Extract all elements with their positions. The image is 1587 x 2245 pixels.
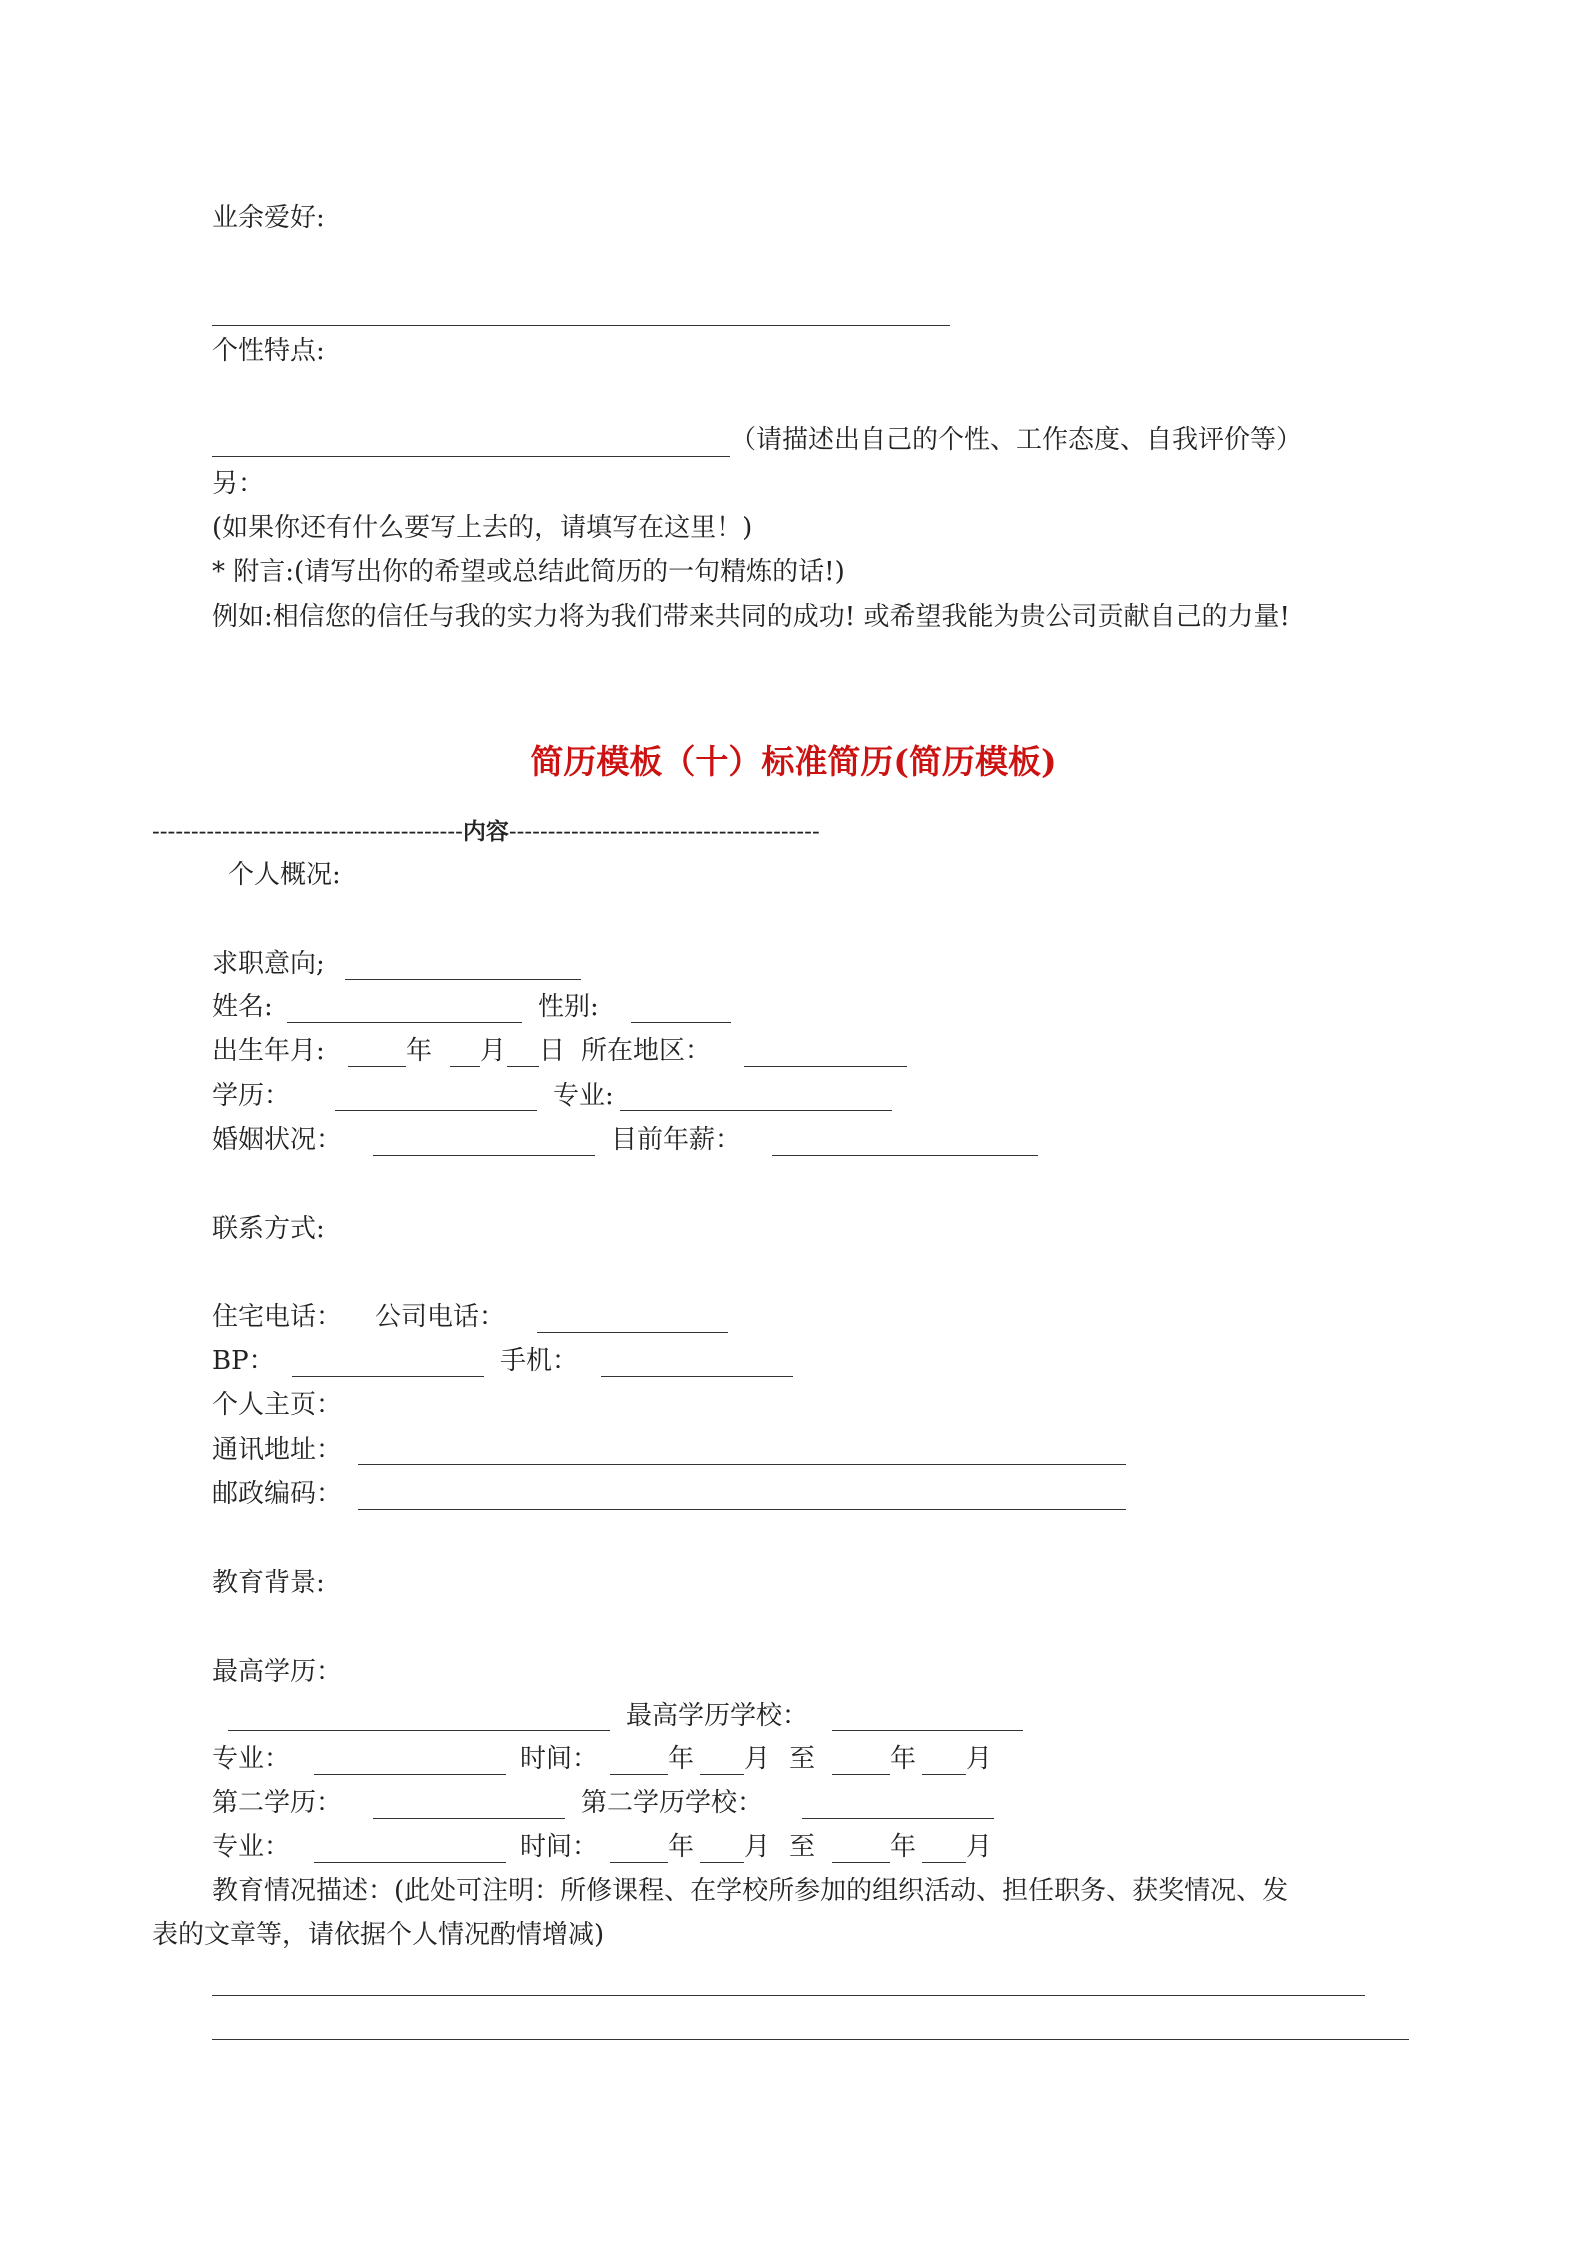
birth-day-unit: 日 [539, 1036, 566, 1066]
highest-school-label: 最高学历学校： [626, 1701, 809, 1731]
postcode-label: 邮政编码： [212, 1479, 343, 1509]
edu1-start-month-unit: 月 [744, 1744, 771, 1774]
edu1-major-label: 专业： [212, 1744, 291, 1774]
name-label: 姓名: [212, 992, 273, 1022]
birth-month-field[interactable] [450, 1066, 480, 1067]
other-hint: (如果你还有什么要写上去的，请填写在这里！) [212, 513, 753, 543]
hobbies-field[interactable] [212, 325, 950, 326]
birth-year-field[interactable] [348, 1066, 406, 1067]
name-field[interactable] [287, 1022, 522, 1023]
edu-desc-field-2[interactable] [212, 2039, 1409, 2040]
education-field[interactable] [335, 1110, 537, 1111]
second-school-field[interactable] [802, 1818, 994, 1819]
edu2-start-month-field[interactable] [700, 1862, 744, 1863]
personality-label: 个性特点: [212, 336, 325, 366]
edu1-end-month-unit: 月 [966, 1744, 993, 1774]
salary-field[interactable] [772, 1155, 1038, 1156]
edu2-to-label: 至 [789, 1832, 816, 1862]
birth-label: 出生年月: [212, 1036, 325, 1066]
birth-year-unit: 年 [406, 1036, 433, 1066]
major-label: 专业: [553, 1081, 614, 1111]
homepage-label: 个人主页： [212, 1390, 343, 1420]
highest-edu-field[interactable] [228, 1730, 610, 1731]
content-divider [152, 818, 820, 846]
office-phone-label: 公司电话： [375, 1302, 506, 1332]
edu1-start-year-field[interactable] [610, 1774, 668, 1775]
address-field[interactable] [358, 1464, 1126, 1465]
edu1-to-label: 至 [789, 1744, 816, 1774]
second-school-label: 第二学历学校： [581, 1788, 764, 1818]
region-field[interactable] [744, 1066, 907, 1067]
second-edu-field[interactable] [373, 1818, 565, 1819]
birth-month-unit: 月 [480, 1036, 507, 1066]
divider-right: ---------------------------------------- [508, 819, 820, 845]
job-intent-field[interactable] [345, 979, 581, 980]
mobile-label: 手机： [500, 1346, 579, 1376]
salary-label: 目前年薪： [611, 1125, 742, 1155]
bp-label: BP： [212, 1346, 275, 1376]
address-label: 通讯地址： [212, 1435, 343, 1465]
highest-school-field[interactable] [832, 1730, 1023, 1731]
office-phone-field[interactable] [537, 1332, 728, 1333]
edu1-end-year-field[interactable] [832, 1774, 890, 1775]
region-label: 所在地区： [581, 1036, 712, 1066]
birth-day-field[interactable] [507, 1066, 539, 1067]
appendix-text: * 附言:(请写出你的希望或总结此简历的一句精炼的话!) [212, 557, 845, 587]
edu1-start-year-unit: 年 [668, 1744, 695, 1774]
edu2-start-month-unit: 月 [744, 1832, 771, 1862]
personal-heading: 个人概况: [228, 860, 341, 890]
edu2-end-year-field[interactable] [832, 1862, 890, 1863]
marital-field[interactable] [373, 1155, 595, 1156]
bp-field[interactable] [292, 1376, 484, 1377]
personality-hint: （请描述出自己的个性、工作态度、自我评价等） [730, 425, 1303, 455]
education-label: 学历： [212, 1081, 291, 1111]
edu1-time-label: 时间： [520, 1744, 599, 1774]
personality-field[interactable] [212, 456, 730, 457]
divider-left: ---------------------------------------- [152, 819, 463, 845]
page-title: 简历模板（十）标准简历(简历模板) [530, 742, 1057, 781]
divider-label: 内容 [462, 818, 509, 845]
home-phone-label: 住宅电话： [212, 1302, 343, 1332]
mobile-field[interactable] [601, 1376, 793, 1377]
edu2-end-month-unit: 月 [966, 1832, 993, 1862]
marital-label: 婚姻状况： [212, 1125, 343, 1155]
edu2-start-year-unit: 年 [668, 1832, 695, 1862]
edu2-end-month-field[interactable] [922, 1862, 966, 1863]
edu2-time-label: 时间： [520, 1832, 599, 1862]
edu-desc-line1: 教育情况描述：(此处可注明：所修课程、在学校所参加的组织活动、担任职务、获奖情况、发 [212, 1876, 1289, 1906]
edu2-start-year-field[interactable] [610, 1862, 668, 1863]
highest-edu-label: 最高学历： [212, 1657, 343, 1687]
edu1-major-field[interactable] [314, 1774, 506, 1775]
edu-desc-line2: 表的文章等，请依据个人情况酌情增减) [152, 1920, 605, 1950]
second-edu-label: 第二学历： [212, 1788, 343, 1818]
edu2-major-field[interactable] [314, 1862, 506, 1863]
contact-heading: 联系方式: [212, 1214, 325, 1244]
edu-desc-field-1[interactable] [212, 1995, 1365, 1996]
edu2-end-year-unit: 年 [890, 1832, 917, 1862]
postcode-field[interactable] [358, 1509, 1126, 1510]
gender-label: 性别: [538, 992, 599, 1022]
example-text: 例如:相信您的信任与我的实力将为我们带来共同的成功! 或希望我能为贵公司贡献自己的力量! [212, 602, 1290, 632]
gender-field[interactable] [631, 1022, 731, 1023]
other-label: 另： [212, 469, 265, 499]
hobbies-label: 业余爱好: [212, 203, 325, 233]
edu1-start-month-field[interactable] [700, 1774, 744, 1775]
edu1-end-month-field[interactable] [922, 1774, 966, 1775]
edu-heading: 教育背景: [212, 1568, 325, 1598]
major-field[interactable] [620, 1110, 892, 1111]
job-intent-label: 求职意向; [212, 949, 325, 979]
edu1-end-year-unit: 年 [890, 1744, 917, 1774]
edu2-major-label: 专业： [212, 1832, 291, 1862]
